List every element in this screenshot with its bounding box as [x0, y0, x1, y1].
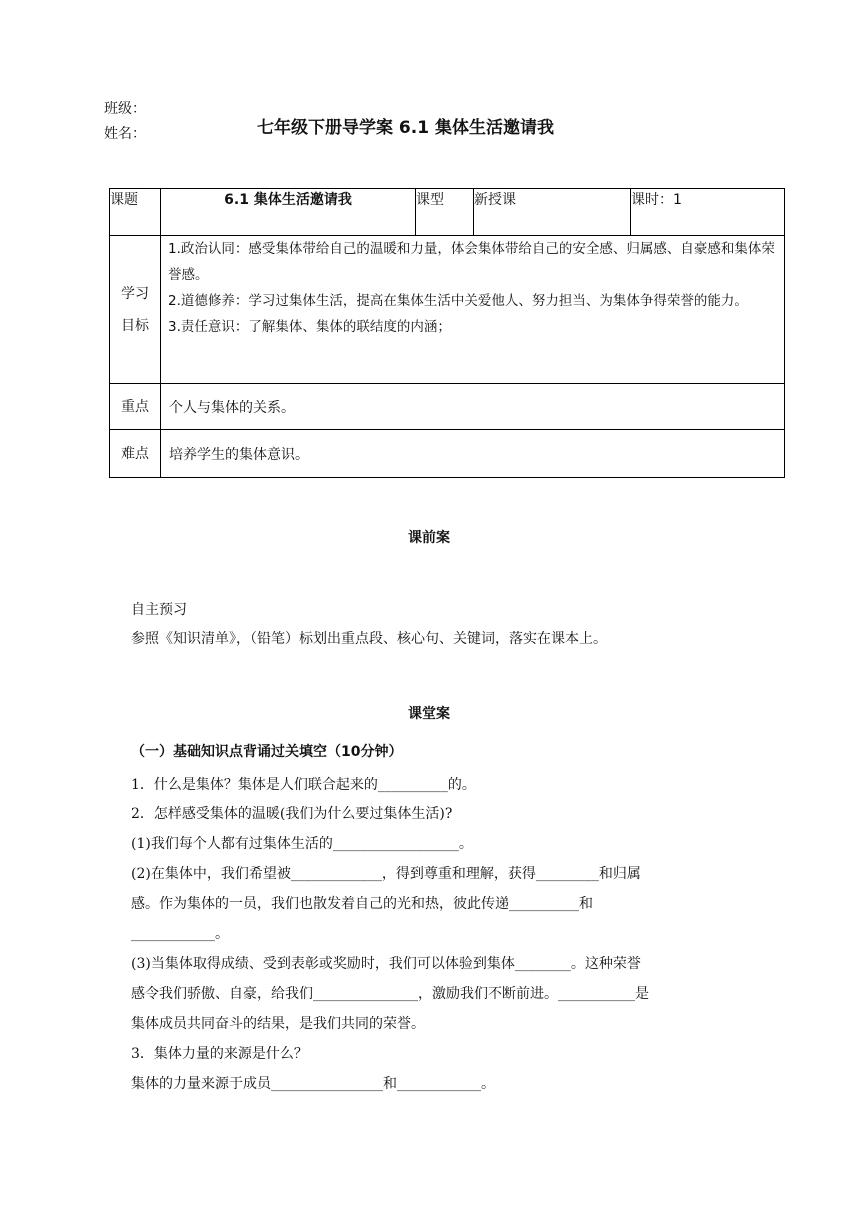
question-line: (1)我们每个人都有过集体生活的__________________。 — [131, 836, 473, 852]
hours-value: 课时：1 — [631, 189, 785, 236]
objectives-label-line-2: 目标 — [121, 317, 149, 334]
question-line: 3．集体力量的来源是什么？ — [131, 1046, 308, 1062]
objectives-content — [161, 236, 785, 384]
difficulty-value: 培养学生的集体意识。 — [161, 430, 785, 478]
preclass-subtitle: 自主预习 — [131, 602, 187, 618]
inclass-title: 课堂案 — [408, 706, 450, 722]
difficulty-label: 难点 — [110, 430, 161, 478]
question-line: 集体的力量来源于成员________________和____________。 — [131, 1076, 495, 1092]
topic-label: 课题 — [110, 189, 161, 236]
question-line: ____________。 — [131, 926, 229, 942]
question-line: 集体成员共同奋斗的结果，是我们共同的荣誉。 — [131, 1016, 425, 1032]
objectives-label — [110, 236, 161, 384]
objectives-label-line-1: 学习 — [121, 285, 149, 302]
type-label: 课型 — [416, 189, 474, 236]
key-value: 个人与集体的关系。 — [161, 384, 785, 430]
question-line: (3)当集体取得成绩、受到表彰或奖励时，我们可以体验到集体________。这种荣誉 — [131, 956, 641, 972]
preclass-instruction: 参照《知识清单》，（铅笔）标划出重点段、核心句、关键词，落实在课本上。 — [131, 631, 607, 647]
question-line: 1．什么是集体？集体是人们联合起来的__________的。 — [131, 777, 476, 793]
lesson-info-table — [109, 188, 785, 478]
question-line: 感。作为集体的一员，我们也散发着自己的光和热，彼此传递__________和 — [131, 896, 593, 912]
part1-heading: （一）基础知识点背诵过关填空（10分钟） — [131, 744, 403, 760]
objective-item: 1.政治认同：感受集体带给自己的温暖和力量，体会集体带给自己的安全感、归属感、自豪感和集体荣誉感。 — [168, 241, 775, 283]
class-label: 班级： — [104, 101, 146, 117]
question-line: (2)在集体中，我们希望被_____________，得到尊重和理解，获得_________和归属 — [131, 866, 641, 882]
preclass-title: 课前案 — [408, 530, 450, 546]
question-line: 感令我们骄傲、自豪，给我们_______________，激励我们不断前进。___________是 — [131, 986, 649, 1002]
name-label: 姓名： — [104, 126, 146, 142]
topic-value: 6.1 集体生活邀请我 — [161, 189, 416, 236]
key-label: 重点 — [110, 384, 161, 430]
type-value: 新授课 — [474, 189, 631, 236]
objective-item: 3.责任意识：了解集体、集体的联结度的内涵； — [168, 319, 451, 335]
document-title: 七年级下册导学案 6.1 集体生活邀请我 — [257, 118, 554, 138]
question-line: 2．怎样感受集体的温暖(我们为什么要过集体生活)? — [131, 806, 453, 822]
objective-item: 2.道德修养：学习过集体生活，提高在集体生活中关爱他人、努力担当、为集体争得荣誉的能力。 — [168, 293, 748, 309]
